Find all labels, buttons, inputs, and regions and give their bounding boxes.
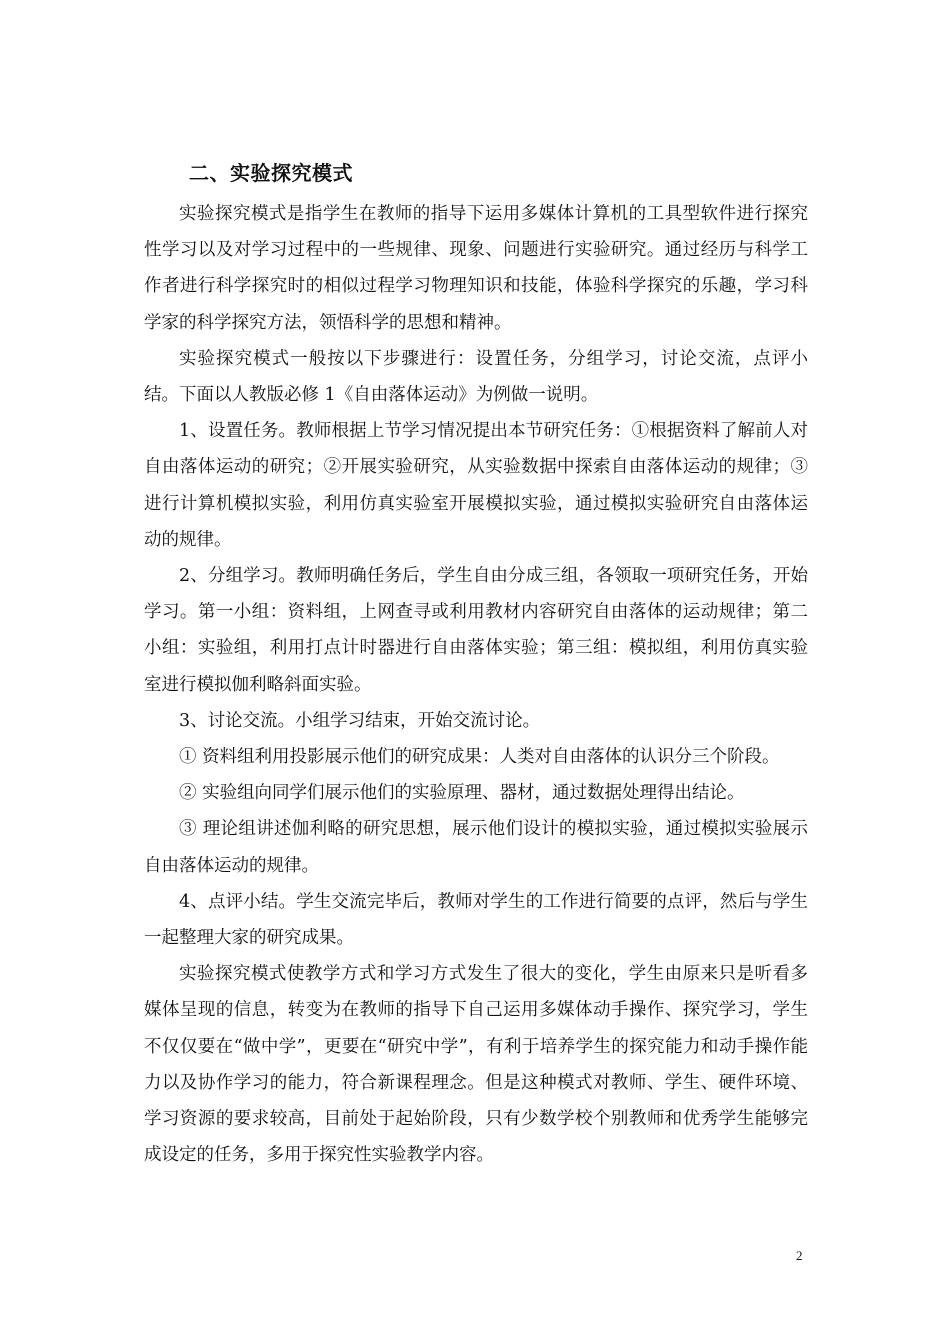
paragraph-steps-overview: 实验探究模式一般按以下步骤进行：设置任务，分组学习，讨论交流，点评小结。下面以人教版必修 1《自由落体运动》为例做一说明。 xyxy=(144,348,808,406)
paragraph-step-3-item-1: ① 资料组利用投影展示他们的研究成果：人类对自由落体的认识分三个阶段。 xyxy=(179,747,780,768)
paragraph-conclusion: 实验探究模式使教学方式和学习方式发生了很大的变化，学生由原来只是听看多媒体呈现的信息，转变为在教师的指导下自己运用多媒体动手操作、探究学习，学生不仅仅要在“做中学”，更要在“研究中学”，有利于培养学生的探究能力和动手操作能力以及协作学习的能力，符合新课程理念。但是这种模式对教师、学生、硬件环境、学习资源的要求较高，目前处于起始阶段，只有少数学校个别教师和优秀学生能够完成设定的任务，多用于探究性实验教学内容。 xyxy=(144,964,808,1166)
paragraph-intro: 实验探究模式是指学生在教师的指导下运用多媒体计算机的工具型软件进行探究性学习以及对学习过程中的一些规律、现象、问题进行实验研究。通过经历与科学工作者进行科学探究时的相似过程学习物理知识和技能，体验科学探究的乐趣，学习科学家的科学探究方法，领悟科学的思想和精神。 xyxy=(144,204,808,333)
body-text xyxy=(144,196,808,1173)
paragraph-step-4: 4、点评小结。学生交流完毕后，教师对学生的工作进行简要的点评，然后与学生一起整理大家的研究成果。 xyxy=(144,891,808,949)
page-number: 2 xyxy=(796,1248,803,1263)
paragraph-step-2: 2、分组学习。教师明确任务后，学生自由分成三组，各领取一项研究任务，开始学习。第一小组：资料组，上网查寻或利用教材内容研究自由落体的运动规律；第二小组：实验组，利用打点计时器进行自由落体实验；第三组：模拟组，利用仿真实验室进行模拟伽利略斜面实验。 xyxy=(144,566,808,695)
paragraph-step-1: 1、设置任务。教师根据上节学习情况提出本节研究任务：①根据资料了解前人对自由落体运动的研究；②开展实验研究，从实验数据中探索自由落体运动的规律；③进行计算机模拟实验，利用仿真实验室开展模拟实验，通过模拟实验研究自由落体运动的规律。 xyxy=(144,421,808,550)
paragraph-step-3: 3、讨论交流。小组学习结束，开始交流讨论。 xyxy=(179,710,541,731)
section-heading: 二、实验探究模式 xyxy=(189,161,353,185)
paragraph-step-3-item-3: ③ 理论组讲述伽利略的研究思想，展示他们设计的模拟实验，通过模拟实验展示自由落体运动的规律。 xyxy=(144,819,808,876)
paragraph-step-3-item-2: ② 实验组向同学们展示他们的实验原理、器材，通过数据处理得出结论。 xyxy=(179,783,745,804)
